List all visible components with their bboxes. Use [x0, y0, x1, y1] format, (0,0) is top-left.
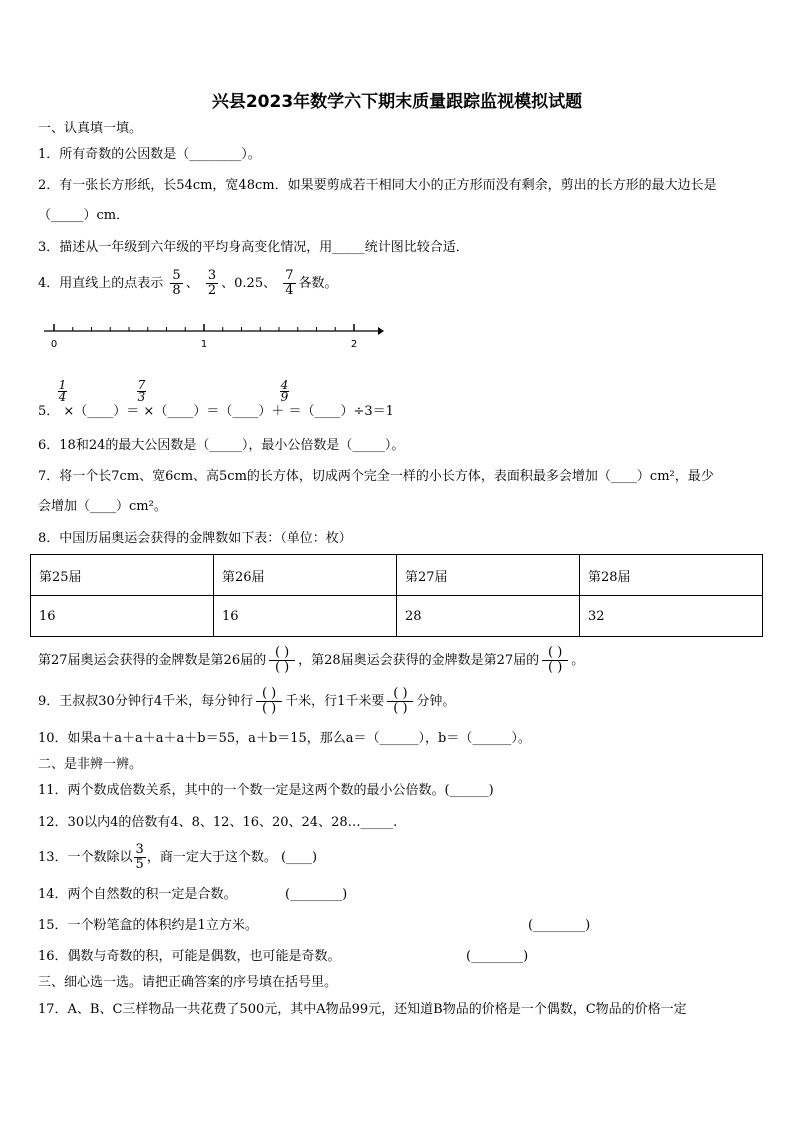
question-5: 5． ×（____）＝ ×（____）＝（____）＋ ＝（____）÷3＝1 [38, 404, 394, 419]
fraction-3-5: $\frac{3}{5}$ [135, 842, 144, 872]
question-8: 8．中国历届奥运会获得的金牌数如下表：（单位：枚） [38, 531, 352, 546]
answer-blank-fraction[interactable]: $\frac{( )}{( )}$ [542, 646, 568, 675]
question-15-blank[interactable]: (________) [528, 918, 591, 933]
table-cell: 16 [214, 596, 397, 637]
question-3: 3．描述从一年级到六年级的平均身高变化情况，用_____统计图比较合适． [38, 240, 469, 255]
question-2-continued: （_____）cm． [38, 208, 130, 223]
table-row [31, 596, 763, 637]
table-cell: 16 [31, 596, 214, 637]
number-line-label-1: 1 [200, 339, 208, 350]
question-9: 9．王叔叔30分钟行4千米，每分钟行 $\frac{( )}{( )}$ 千米，行1千米要 $\frac{( )}{( )}$ 分钟。 [38, 686, 456, 716]
number-line-label-2: 2 [350, 339, 358, 350]
question-14-blank[interactable]: (________) [285, 887, 348, 902]
question-14: 14．两个自然数的积一定是合数。 [38, 887, 237, 902]
question-6: 6．18和24的最大公因数是（_____），最小公倍数是（_____）。 [38, 438, 405, 453]
table-header-cell: 第28届 [580, 555, 763, 596]
question-12: 12．30以内4的倍数有4、8、12、16、20、24、28…_____. [38, 815, 398, 830]
question-15: 15．一个粉笔盒的体积约是1立方米。 [38, 918, 258, 933]
number-line-label-0: 0 [50, 339, 58, 350]
question-7: 7．将一个长7cm、宽6cm、高5cm的长方体，切成两个完全一样的小长方体，表面积最多会增加（____）cm²，最少 [38, 469, 714, 484]
question-13: 13．一个数除以 $\frac{3}{5}$ ，商一定大于这个数。 (____) [38, 842, 318, 872]
q5-fraction-3: 4 9 [280, 378, 289, 404]
number-line [38, 320, 388, 356]
q4-prefix: 4．用直线上的点表示 [38, 276, 164, 291]
question-17: 17．A、B、C三样物品一共花费了500元，其中A物品99元，还知道B物品的价格是一个偶数，C物品的价格一定 [38, 1002, 687, 1017]
page-title: 兴县2023年数学六下期末质量跟踪监视模拟试题 [211, 92, 583, 112]
fraction-7-4: $\frac{7}{4}$ [285, 268, 294, 298]
table-header-row [31, 555, 763, 596]
question-7-continued: 会增加（____）cm²。 [38, 499, 167, 514]
section-heading-1: 一、认真填一填。 [38, 121, 143, 136]
section-heading-2: 二、是非辨一辨。 [38, 757, 143, 772]
medal-table [30, 554, 763, 637]
fraction-3-2: $\frac{3}{2}$ [207, 268, 217, 298]
section-heading-3: 三、细心选一选。请把正确答案的序号填在括号里。 [38, 975, 338, 990]
question-10: 10．如果a＋a＋a＋a＋a＋b＝55，a＋b＝15，那么a＝（______），b＝（______）。 [38, 731, 531, 746]
answer-blank-fraction[interactable]: $\frac{( )}{( )}$ [387, 687, 413, 716]
question-1: 1．所有奇数的公因数是（________）。 [38, 147, 261, 162]
answer-blank-fraction[interactable]: $\frac{( )}{( )}$ [256, 687, 282, 716]
fraction-5-8: $\frac{5}{8}$ [172, 268, 181, 298]
table-header-cell: 第26届 [214, 555, 397, 596]
number-line-ticks [54, 324, 354, 331]
q4-suffix: 各数。 [298, 276, 338, 291]
answer-blank-fraction[interactable]: $\frac{( )}{( )}$ [269, 646, 295, 675]
question-8-follow-up: 第27届奥运会获得的金牌数是第26届的 $\frac{( )}{( )}$ ，第28届奥运会获得的金牌数是第27届的 $\frac{( )}{( )}$ 。 [38, 645, 585, 675]
question-2: 2．有一张长方形纸，长54cm，宽48cm．如果要剪成若干相同大小的正方形而没有剩余，剪出的长方形的最大边长是 [38, 178, 717, 193]
q5-fraction-2: 7 3 [137, 378, 146, 404]
table-header-cell: 第25届 [31, 555, 214, 596]
table-header-cell: 第27届 [397, 555, 580, 596]
question-16-blank[interactable]: (________) [466, 949, 529, 964]
question-11: 11．两个数成倍数关系，其中的一个数一定是这两个数的最小公倍数。(______) [38, 783, 494, 798]
q5-fraction-1: 1 4 [58, 378, 67, 404]
table-cell: 28 [397, 596, 580, 637]
question-4: 4．用直线上的点表示 $\frac{5}{8}$ 、 $\frac{3}{2}$ 、0.25、 $\frac{7}{4}$ 各数。 [38, 268, 338, 298]
table-cell: 32 [580, 596, 763, 637]
question-16: 16．偶数与奇数的积，可能是偶数，也可能是奇数。 [38, 949, 341, 964]
